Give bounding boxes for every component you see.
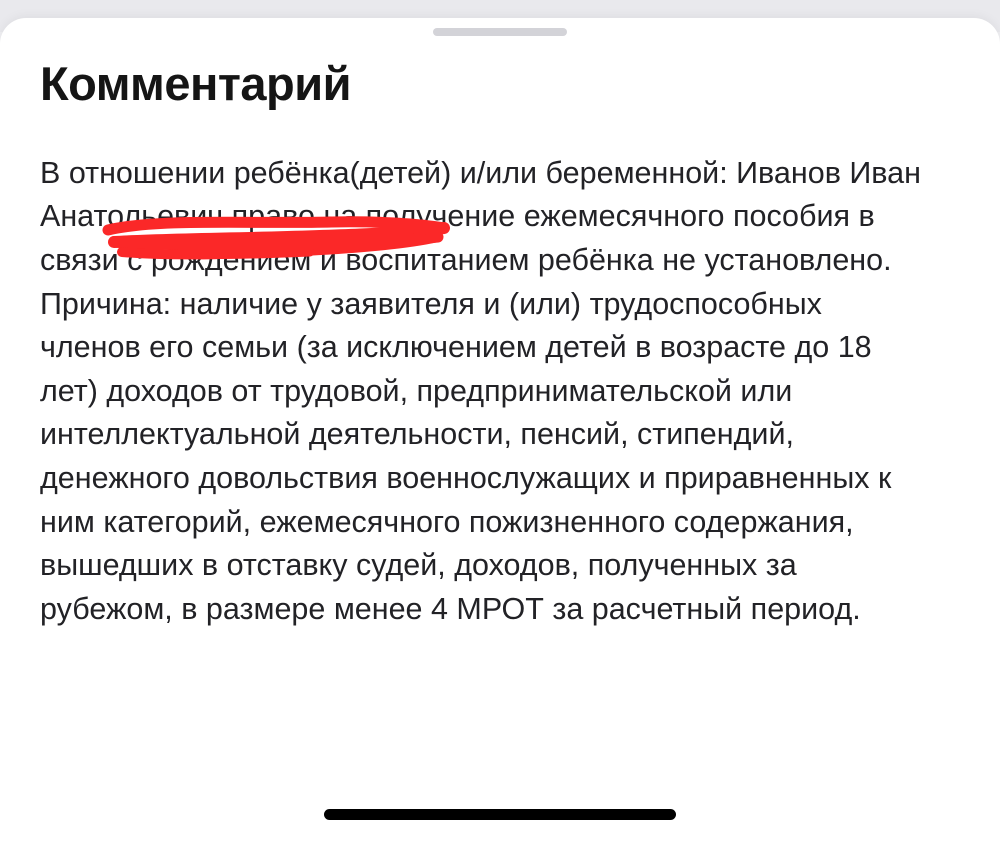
page-title: Комментарий	[40, 57, 351, 110]
comment-bottom-sheet	[0, 18, 1000, 848]
sheet-drag-handle[interactable]	[433, 28, 567, 36]
home-indicator[interactable]	[324, 809, 676, 820]
comment-body-text: В отношении ребёнка(детей) и/или беременной: Иванов Иван Анатольевич право на получение ежемесячного пособия в связи с рождением и воспитанием ребёнка не установлено. Причина: наличие у заявителя и (или) трудоспособных членов его семьи (за исключением детей в возрасте до 18 лет) доходов от трудовой, предпринимательской или интеллектуальной деятельности, пенсий, стипендий, денежного довольствия военнослужащих и приравненных к ним категорий, ежемесячного пожизненного содержания, вышедших в отставку судей, доходов, полученных за рубежом, в размере менее 4 МРОТ за расчетный период.	[40, 155, 930, 626]
sheet-content	[40, 58, 960, 631]
